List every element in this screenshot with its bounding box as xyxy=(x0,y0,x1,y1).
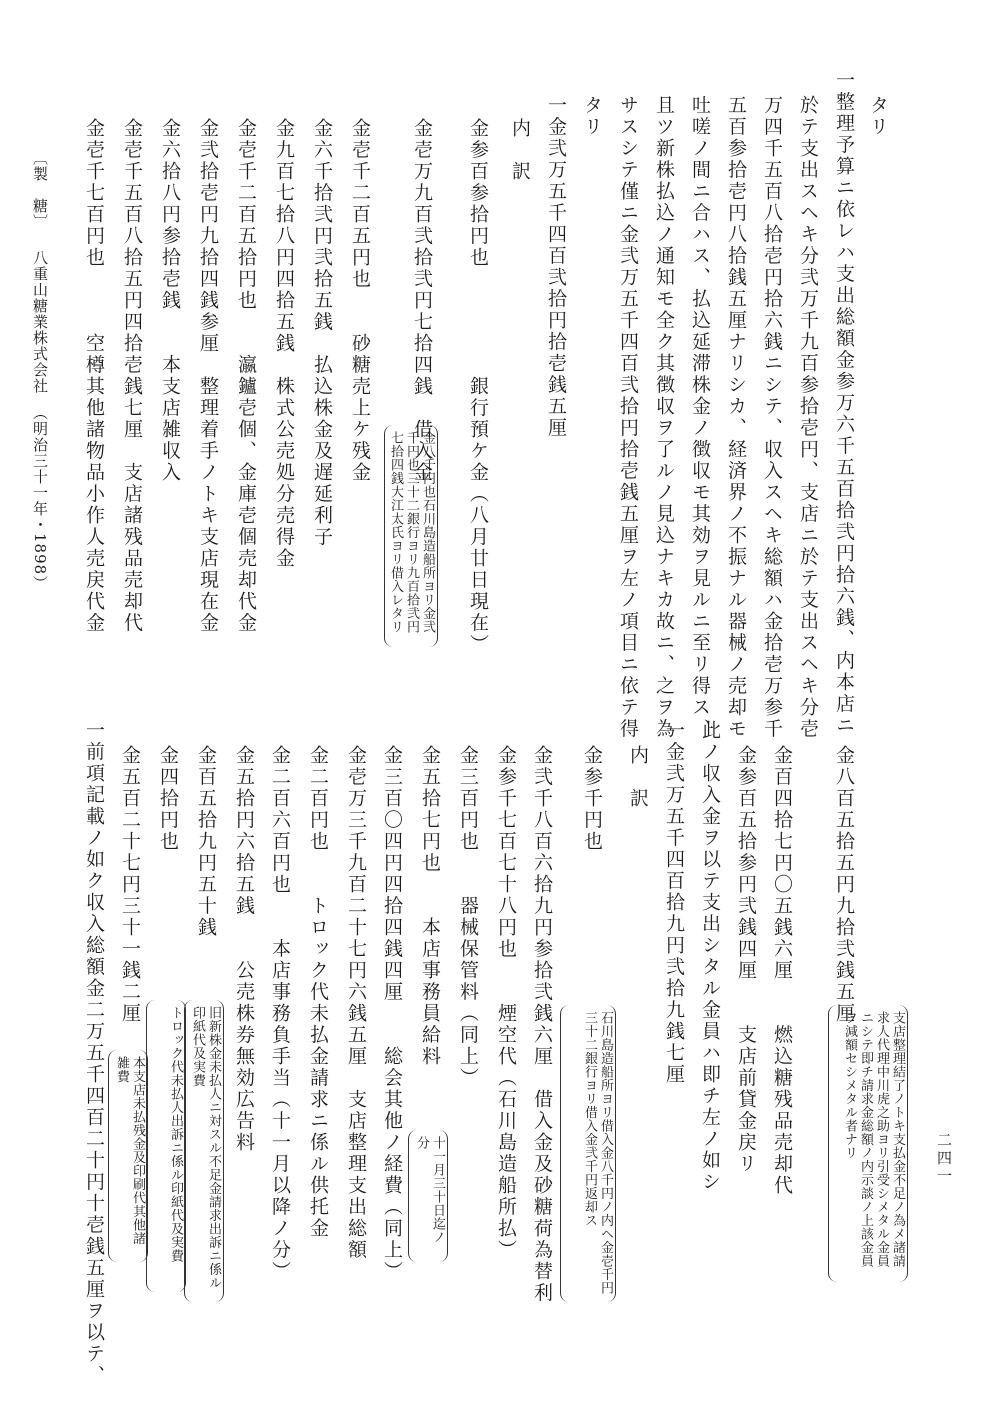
lower-line: 金百四拾七円〇五銭六厘 燃込糖残品売却代 xyxy=(771,745,793,1197)
section-heading: 内 訳 xyxy=(627,745,649,810)
lower-note: トロック代未払人出訴ニ係ル印紙代及実費 xyxy=(146,1000,186,1292)
lower-line: 一金弐万五千四百拾九円弐拾九銭七厘 xyxy=(663,720,685,1086)
upper-line: 金壱万九百弐拾弐円七拾四銭 借入金 xyxy=(411,118,433,484)
lower-line: 金八百五拾五円九拾弐銭五厘 xyxy=(833,745,855,1025)
lower-line: 金参百五拾参円弐銭四厘 支店前貸金戻リ xyxy=(735,745,757,1175)
lower-note: 支店整理結了ノトキ支払金不足ノ為メ諸請求人代理中川虎之助ヨリ引受シメタル金員ニシテ即チ請求金総額ノ内示談ノ上該金員ヲ減額セシメタル者ナリ xyxy=(828,1005,908,1282)
lower-line: 金参千円也 xyxy=(581,745,603,853)
lower-line: 金壱万三千九百二十七円六銭五厘 支店整理支出総額 xyxy=(345,745,367,1261)
page-number: 二四一 xyxy=(935,1132,953,1186)
upper-line: 金壱千七百円也 空樽其他諸物品小作人売戻代金 xyxy=(83,118,105,634)
section-heading: 内 訳 xyxy=(509,118,531,183)
upper-line: 金六千拾弐円弐拾五銭 払込株金及遅延利子 xyxy=(311,118,333,548)
lower-line: 金弐千八百六拾九円参拾弐銭六厘 借入金及砂糖荷為替利 xyxy=(531,745,553,1304)
upper-line: 於テ支出スヘキ分弐万千九百参拾壱円、支店ニ於テ支出スヘキ分壱 xyxy=(797,95,819,740)
footer-category: 〔製 糖〕 xyxy=(31,150,49,230)
upper-line: タリ xyxy=(581,95,603,138)
lower-line: 金五拾七円也 本店事務員給料 xyxy=(419,745,441,1068)
upper-line: サスシテ僅ニ金弐万五千四百弐拾円拾壱銭五厘ヲ左ノ項目ニ依テ得 xyxy=(617,95,639,740)
upper-line: 金参百参拾円也 銀行預ケ金（八月廿日現在） xyxy=(467,118,489,656)
lower-note: 十一月三十日迄ノ分 xyxy=(408,1130,448,1262)
lower-line: 金参千七百七十八円也 煙空代（石川島造船所払） xyxy=(495,745,517,1261)
lower-note: 石川島造船所ヨリ借入金八千円ノ内ヘ金壱千円三十二銀行ヨリ借入金弐千円返却ス xyxy=(560,1005,616,1302)
upper-line: 金壱千二百五円也 砂糖売上ケ残金 xyxy=(349,118,371,484)
upper-line: 金六拾八円参拾壱銭 本支店雑収入 xyxy=(159,118,181,484)
lower-line: 金百五拾九円五十銭 xyxy=(195,745,217,939)
lower-line: 金二百円也 トロック代未払金請求ニ係ル供托金 xyxy=(307,745,329,1240)
upper-line: 金壱千二百五拾円也 瀛鑪壱個、金庫壱個売却代金 xyxy=(235,118,257,634)
upper-line: 金壱千五百八拾五円四拾壱銭七厘 支店諸残品売却代 xyxy=(121,118,143,634)
lower-note: 旧新株金未払人ニ対スル不足金請求出訴ニ係ル印紙代及実費 xyxy=(184,1000,224,1302)
lower-line: 金三百〇四円四拾四銭四厘 総会其他ノ経費（同上） xyxy=(381,745,403,1283)
upper-line: 金九百七拾八円四拾五銭 株式公売処分売得金 xyxy=(273,118,295,570)
footer-date: （明治三十一年・1898） xyxy=(31,405,49,592)
upper-line: 五百参拾壱円八拾銭五厘ナリシカ、経済界ノ不振ナル器械ノ売却モ xyxy=(725,95,747,740)
upper-line: 且ツ新株払込ノ通知モ全ク其徴収ヲ了ルノ見込ナキカ故ニ、之ヲ為 xyxy=(653,95,675,740)
lower-line: 此ノ収入金ヲ以テ支出シタル金員ハ即チ左ノ如シ xyxy=(699,720,721,1193)
upper-note: 金八千円也石川島造船所ヨリ金弐千円也三十二銀行ヨリ九百拾弐円七拾四銭大江太氏ヨリ借入レタリ xyxy=(384,425,438,647)
upper-line: 吐嗟ノ間ニ合ハス、払込延滞株金ノ徴収モ其効ヲ見ルニ至リ得ス、 xyxy=(689,95,711,740)
lower-line: 金二百六百円也 本店事務負手当（十一月以降ノ分） xyxy=(269,745,291,1283)
upper-line: タリ xyxy=(867,95,889,138)
footer-source: 八重山糖業株式会社 xyxy=(31,250,49,394)
lower-line: 金三百円也 器械保管料（同上） xyxy=(457,745,479,1089)
upper-line: 一金弐万五千四百弐拾円拾壱銭五厘 xyxy=(545,95,567,439)
upper-line: 一整理予算ニ依レハ支出総額金参万六千五百拾弐円拾六銭、内本店ニ xyxy=(833,70,855,737)
lower-line: 金五百二十七円三十一銭二厘 xyxy=(119,745,141,1025)
lower-note: 本支店未払残金及印刷代其他諸雑費 xyxy=(108,1050,148,1262)
upper-line: 万四千五百八拾壱円拾六銭ニシテ、収入スヘキ総額ハ金拾壱万参千 xyxy=(761,95,783,740)
lower-line: 金四拾円也 xyxy=(157,745,179,853)
lower-line: 金五拾円六拾五銭 公売株券無効広告料 xyxy=(233,745,255,1154)
lower-line: 一前項記載ノ如ク収入総額金二万五千四百二十円十壱銭五厘ヲ以テ、 xyxy=(83,720,105,1387)
upper-line: 金弐拾壱円九拾四銭参厘 整理着手ノトキ支店現在金 xyxy=(197,118,219,634)
